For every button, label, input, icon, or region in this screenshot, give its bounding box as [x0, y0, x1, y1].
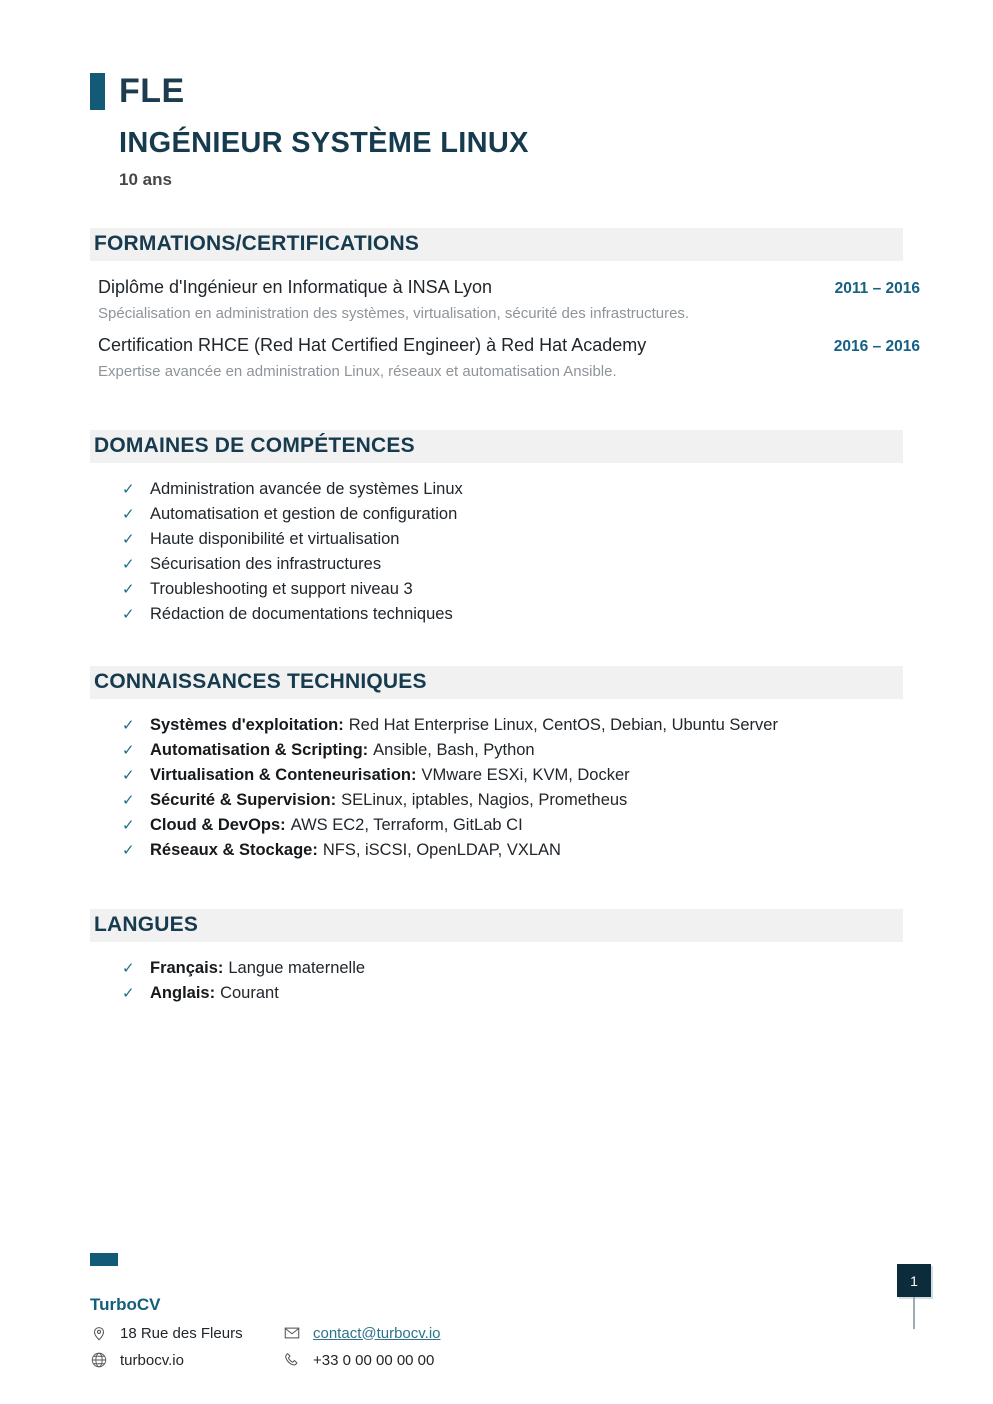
- globe-icon: [90, 1351, 108, 1369]
- experience-years: 10 ans: [119, 170, 172, 189]
- contact-phone: +33 0 00 00 00 00: [283, 1351, 441, 1369]
- check-icon: ✓: [122, 792, 135, 809]
- page-number-badge: 1: [897, 1264, 931, 1297]
- check-icon: ✓: [122, 481, 135, 498]
- connaissances-list: [122, 713, 993, 863]
- section-formations: [0, 228, 993, 380]
- section-heading-formations: FORMATIONS/CERTIFICATIONS: [90, 228, 903, 261]
- formation-description: Expertise avancée en administration Linux, réseaux et automatisation Ansible.: [98, 363, 617, 380]
- initials-row: [90, 72, 903, 111]
- formation-entry: [98, 335, 920, 380]
- list-item: ✓ Haute disponibilité et virtualisation: [122, 527, 993, 552]
- check-icon: ✓: [122, 506, 135, 523]
- formation-title: Certification RHCE (Red Hat Certified Engineer) à Red Hat Academy: [98, 335, 647, 355]
- list-item: ✓ Virtualisation & Conteneurisation: VMware ESXi, KVM, Docker: [122, 763, 993, 788]
- envelope-icon: [283, 1324, 301, 1342]
- section-heading-langues: LANGUES: [90, 909, 903, 942]
- section-heading-connaissances: CONNAISSANCES TECHNIQUES: [90, 666, 903, 699]
- list-item: ✓ Français: Langue maternelle: [122, 956, 993, 981]
- langues-list: [122, 956, 993, 1006]
- check-icon: ✓: [122, 985, 135, 1002]
- list-item: ✓ Systèmes d'exploitation: Red Hat Enterprise Linux, CentOS, Debian, Ubuntu Server: [122, 713, 993, 738]
- check-icon: ✓: [122, 606, 135, 623]
- check-icon: ✓: [122, 767, 135, 784]
- contact-grid: [90, 1324, 441, 1369]
- check-icon: ✓: [122, 742, 135, 759]
- section-langues: [0, 909, 993, 1006]
- email-link[interactable]: contact@turbocv.io: [313, 1324, 441, 1342]
- section-heading-domaines: DOMAINES DE COMPÉTENCES: [90, 430, 903, 463]
- footer-accent-bar: [90, 1253, 118, 1266]
- list-item: ✓ Administration avancée de systèmes Linux: [122, 477, 993, 502]
- check-icon: ✓: [122, 717, 135, 734]
- formation-dates: 2011 – 2016: [834, 280, 920, 297]
- location-pin-icon: [90, 1324, 108, 1342]
- section-domaines: [0, 430, 993, 627]
- footer: [90, 1253, 441, 1369]
- list-item: ✓ Cloud & DevOps: AWS EC2, Terraform, GitLab CI: [122, 813, 993, 838]
- list-item: ✓ Anglais: Courant: [122, 981, 993, 1006]
- contact-website: turbocv.io: [90, 1351, 283, 1369]
- check-icon: ✓: [122, 960, 135, 977]
- check-icon: ✓: [122, 581, 135, 598]
- list-item: ✓ Automatisation & Scripting: Ansible, Bash, Python: [122, 738, 993, 763]
- check-icon: ✓: [122, 817, 135, 834]
- formation-entry: [98, 277, 920, 322]
- section-connaissances: [0, 666, 993, 863]
- list-item: ✓ Sécurité & Supervision: SELinux, iptables, Nagios, Prometheus: [122, 788, 993, 813]
- header: [0, 0, 993, 190]
- contact-address: 18 Rue des Fleurs: [90, 1324, 283, 1342]
- accent-bar: [90, 73, 105, 110]
- list-item: ✓ Troubleshooting et support niveau 3: [122, 577, 993, 602]
- formation-dates: 2016 – 2016: [833, 338, 920, 355]
- formation-title: Diplôme d'Ingénieur en Informatique à INSA Lyon: [98, 277, 493, 297]
- page-title: INGÉNIEUR SYSTÈME LINUX: [119, 127, 529, 159]
- check-icon: ✓: [122, 531, 135, 548]
- list-item: ✓ Réseaux & Stockage: NFS, iSCSI, OpenLDAP, VXLAN: [122, 838, 993, 863]
- page-number-stem: [913, 1297, 915, 1329]
- footer-brand: TurboCV: [90, 1295, 161, 1314]
- contact-email: [283, 1324, 441, 1342]
- list-item: ✓ Automatisation et gestion de configuration: [122, 502, 993, 527]
- formations-entries: [98, 277, 920, 380]
- candidate-initials: FLE: [119, 72, 185, 110]
- domaines-list: [122, 477, 993, 627]
- formation-description: Spécialisation en administration des systèmes, virtualisation, sécurité des infrastructures.: [98, 305, 690, 322]
- check-icon: ✓: [122, 842, 135, 859]
- phone-icon: [283, 1351, 301, 1369]
- check-icon: ✓: [122, 556, 135, 573]
- list-item: ✓ Rédaction de documentations techniques: [122, 602, 993, 627]
- list-item: ✓ Sécurisation des infrastructures: [122, 552, 993, 577]
